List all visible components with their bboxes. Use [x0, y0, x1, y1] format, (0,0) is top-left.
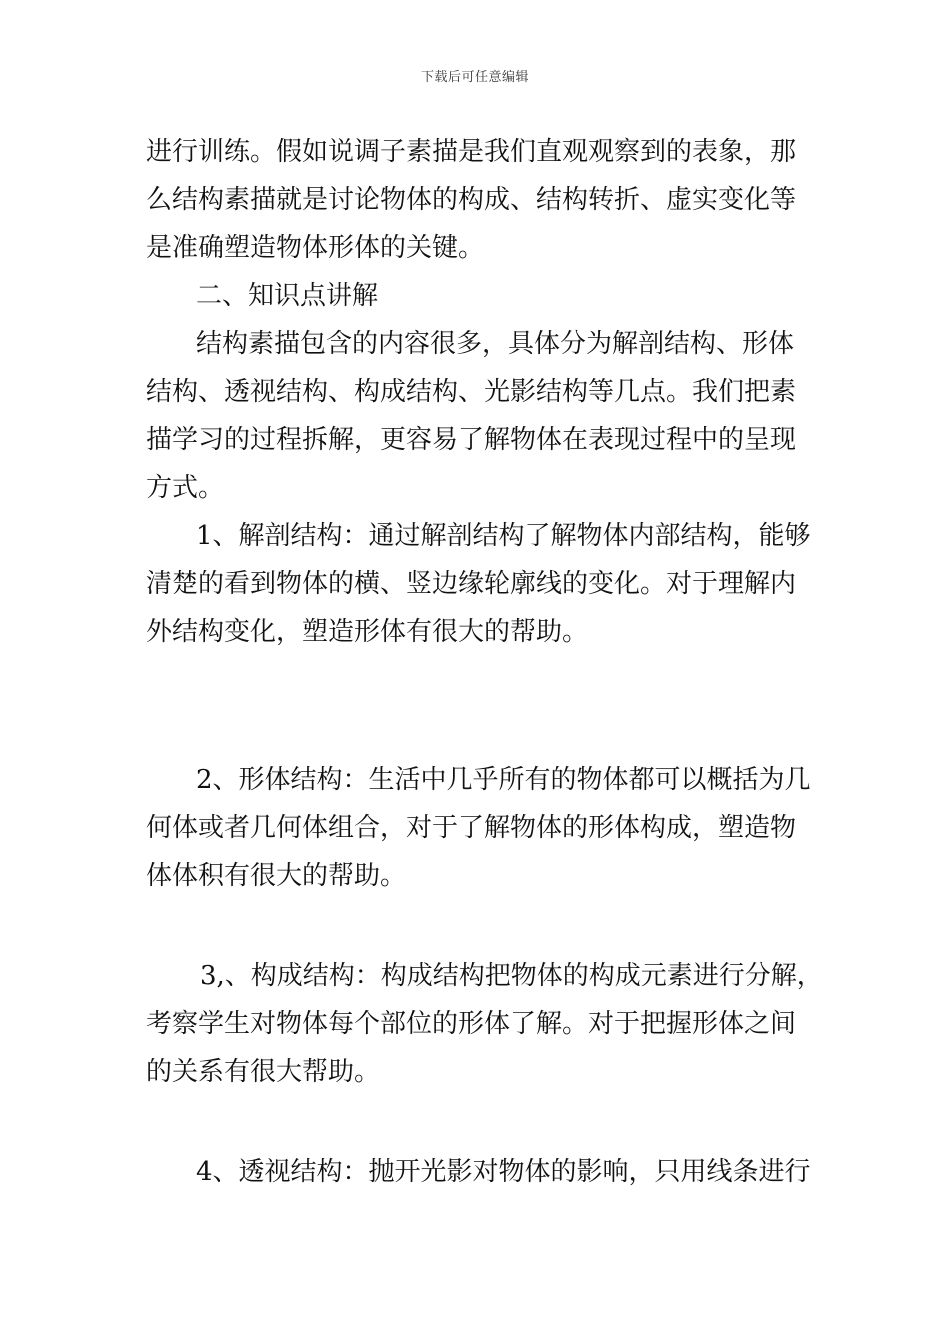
spacer [146, 900, 826, 952]
paragraph-line: 外结构变化，塑造形体有很大的帮助。 [146, 617, 589, 647]
paragraph-line: 结构素描包含的内容很多，具体分为解剖结构、形体 [196, 329, 795, 359]
paragraph-line: 是准确塑造物体形体的关键。 [146, 233, 485, 263]
document-body [146, 128, 826, 1196]
paragraph-line: 考察学生对物体每个部位的形体了解。对于把握形体之间 [146, 1009, 797, 1039]
spacer [146, 1096, 826, 1148]
paragraph-line: 何体或者几何体组合，对于了解物体的形体构成，塑造物 [146, 813, 797, 843]
section-heading: 二、知识点讲解 [196, 281, 379, 311]
paragraph-line: 结构、透视结构、构成结构、光影结构等几点。我们把素 [146, 377, 797, 407]
paragraph-line: 进行训练。假如说调子素描是我们直观观察到的表象，那 [146, 137, 797, 167]
paragraph-line: 1、解剖结构：通过解剖结构了解物体内部结构，能够 [196, 521, 811, 551]
paragraph-line: 描学习的过程拆解，更容易了解物体在表现过程中的呈现 [146, 425, 797, 455]
paragraph-line: 方式。 [146, 473, 225, 503]
paragraph-line: 3,、构成结构：构成结构把物体的构成元素进行分解， [200, 961, 823, 991]
paragraph-line: 的关系有很大帮助。 [146, 1057, 381, 1087]
paragraph-line: 4、透视结构：抛开光影对物体的影响，只用线条进行 [196, 1157, 811, 1187]
paragraph-line: 么结构素描就是讨论物体的构成、结构转折、虚实变化等 [146, 185, 797, 215]
paragraph-line: 体体积有很大的帮助。 [146, 861, 407, 891]
spacer [146, 656, 826, 756]
paragraph-line: 2、形体结构：生活中几乎所有的物体都可以概括为几 [196, 765, 811, 795]
page-header: 下载后可任意编辑 [420, 70, 529, 85]
paragraph-line: 清楚的看到物体的横、竖边缘轮廓线的变化。对于理解内 [146, 569, 797, 599]
